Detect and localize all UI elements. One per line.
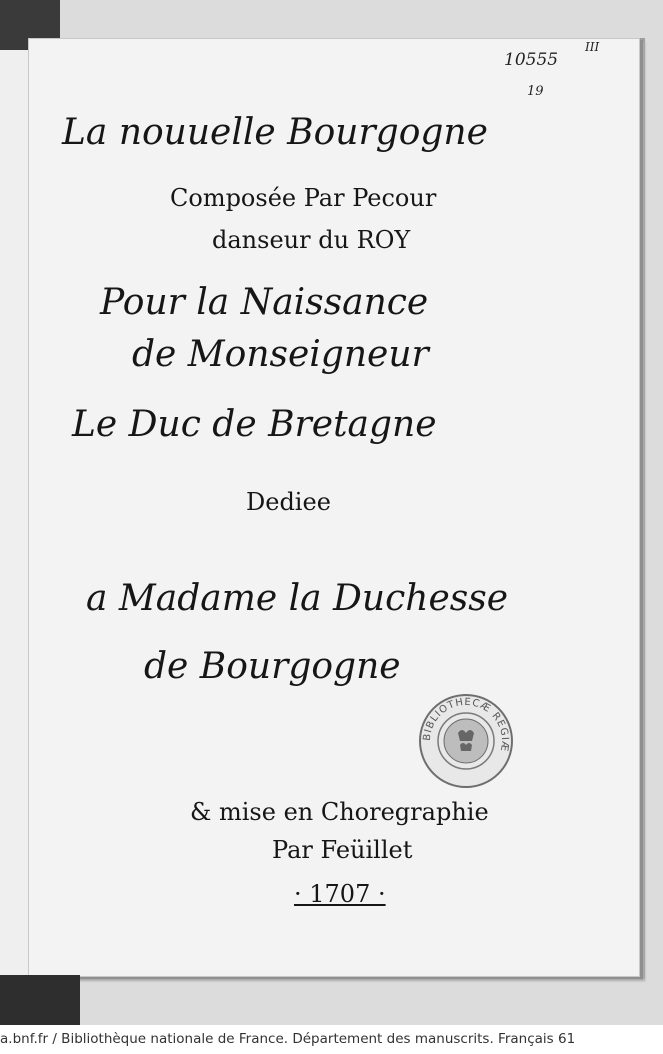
source-credit: a.bnf.fr / Bibliothèque nationale de France. Département des manuscrits. Français 61 — [0, 1025, 663, 1054]
shelfmark-subnumber: 19 — [527, 84, 544, 99]
library-stamp-icon — [418, 693, 514, 789]
title-line-8: a Madame la Duchesse — [86, 578, 508, 619]
stamp-text: BIBLIOTHECÆ REGIÆ — [421, 696, 511, 753]
title-line-3: danseur du ROY — [212, 226, 411, 254]
title-line-12: · 1707 · — [294, 880, 386, 908]
title-line-6: Le Duc de Bretagne — [72, 404, 437, 445]
title-line-9: de Bourgogne — [144, 646, 401, 687]
shelfmark-number: 10555 — [504, 50, 559, 70]
title-line-5: de Monseigneur — [132, 334, 429, 375]
title-line-10: & mise en Choregraphie — [190, 798, 489, 826]
title-line-4: Pour la Naissance — [100, 282, 429, 323]
folio-number: III — [585, 40, 600, 54]
binding-shadow-bottom — [0, 975, 80, 1025]
title-line-7: Dediee — [246, 488, 331, 516]
title-line-2: Composée Par Pecour — [170, 184, 437, 212]
title-line-1: La nouuelle Bourgogne — [62, 112, 488, 153]
title-line-11: Par Feüillet — [272, 836, 413, 864]
